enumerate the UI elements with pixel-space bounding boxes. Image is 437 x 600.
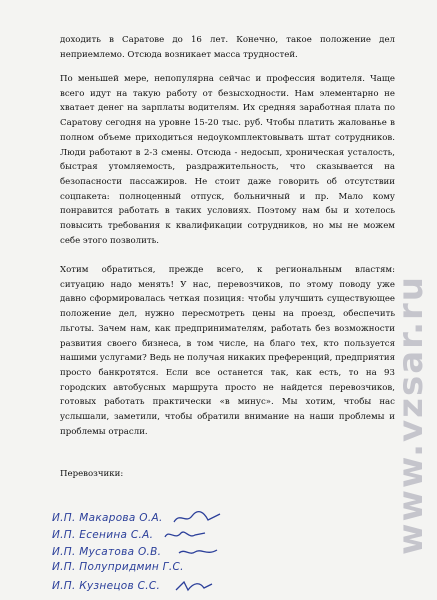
text-line: себе этого позволить. <box>60 235 159 246</box>
signature-line <box>52 527 207 543</box>
signature-line <box>52 510 222 526</box>
text-line: льготы. Зачем нам, как предпринимателям, работать без возможности <box>60 323 395 334</box>
text-line: услышали, заметили, чтобы обратили внимание на наши проблемы и <box>60 412 395 423</box>
text-line: просто банкротятся. Если все останется так, как есть, то на 93 <box>60 367 395 378</box>
text-line: давно сформировалась четкая позиция: чтобы улучшить существующее <box>60 294 395 305</box>
text-line: безопасности пассажиров. Не стоит даже говорить об отсутствии <box>60 176 395 187</box>
text-line: хватает денег на зарплаты водителям. Их средняя заработная плата по <box>60 103 395 114</box>
signature-name: И.П. Мусатова О.В. <box>52 546 162 558</box>
text-line: повысить требования к квалификации сотрудников, но мы не можем <box>60 221 395 232</box>
text-line: нашими услугами? Ведь не получая никаких преференций, предприятия <box>60 353 395 364</box>
signature-block <box>52 510 262 596</box>
signature-name: И.П. Кузнецов С.С. <box>52 580 161 592</box>
paragraph-1 <box>60 33 395 62</box>
text-line: понравится работать в таких условиях. Поэтому нам бы и хотелось <box>60 206 395 217</box>
carriers-label: Перевозчики: <box>60 469 124 479</box>
signature-line <box>52 578 214 594</box>
text-line: соцпакета: полноценный отпуск, больничный и пр. Мало кому <box>60 191 395 202</box>
signature-name: И.П. Макарова О.А. <box>52 512 163 524</box>
text-line: городских автобусных маршрута просто не найдется перевозчиков, <box>60 382 395 393</box>
handwritten-signature-icon <box>174 578 214 594</box>
signature-line <box>52 544 221 560</box>
text-line: развития своего бизнеса, в том числе, на благо тех, кто пользуется <box>60 338 395 349</box>
watermark-text: www.vzsar.ru <box>391 275 431 555</box>
text-line: доходить в Саратове до 16 лет. Конечно, такое положение дел <box>60 35 395 45</box>
text-line: полном объеме приходиться недоукомплектовывать штат сотрудников. <box>60 132 395 143</box>
text-line: Хотим обратиться, прежде всего, к региональным властям: <box>60 265 395 275</box>
watermark <box>391 245 431 585</box>
text-line: неприемлемо. Отсюда возникает масса трудностей. <box>60 49 298 60</box>
text-line: Саратову сегодня на уровне 15-20 тыс. руб. Чтобы платить жалованье в <box>60 118 395 129</box>
handwritten-signature-icon <box>177 544 221 560</box>
handwritten-signature-icon <box>163 527 207 543</box>
text-line: всего идут на такую работу от безысходности. Нам элементарно не <box>60 88 395 99</box>
paragraph-2 <box>60 72 395 248</box>
signature-name: И.П. Полупридмин Г.С. <box>52 561 184 573</box>
signature-name: И.П. Есенина С.А. <box>52 529 154 541</box>
text-line: быстрая утомляемость, раздражительность, что сказывается на <box>60 162 395 173</box>
handwritten-signature-icon <box>172 510 222 526</box>
text-line: положение дел, нужно пересмотреть цены на проезд, обеспечить <box>60 309 395 320</box>
signature-line <box>52 561 184 573</box>
text-line: По меньшей мере, непопулярна сейчас и профессия водителя. Чаще <box>60 74 395 84</box>
text-line: готовых работать практически «в минус». Мы хотим, чтобы нас <box>60 397 395 408</box>
paragraph-3 <box>60 263 395 439</box>
text-line: ситуацию надо менять! У нас, перевозчиков, по этому поводу уже <box>60 279 395 290</box>
text-line: Люди работают в 2-3 смены. Отсюда - недосып, хроническая усталость, <box>60 147 395 158</box>
text-line: проблемы отрасли. <box>60 426 148 437</box>
